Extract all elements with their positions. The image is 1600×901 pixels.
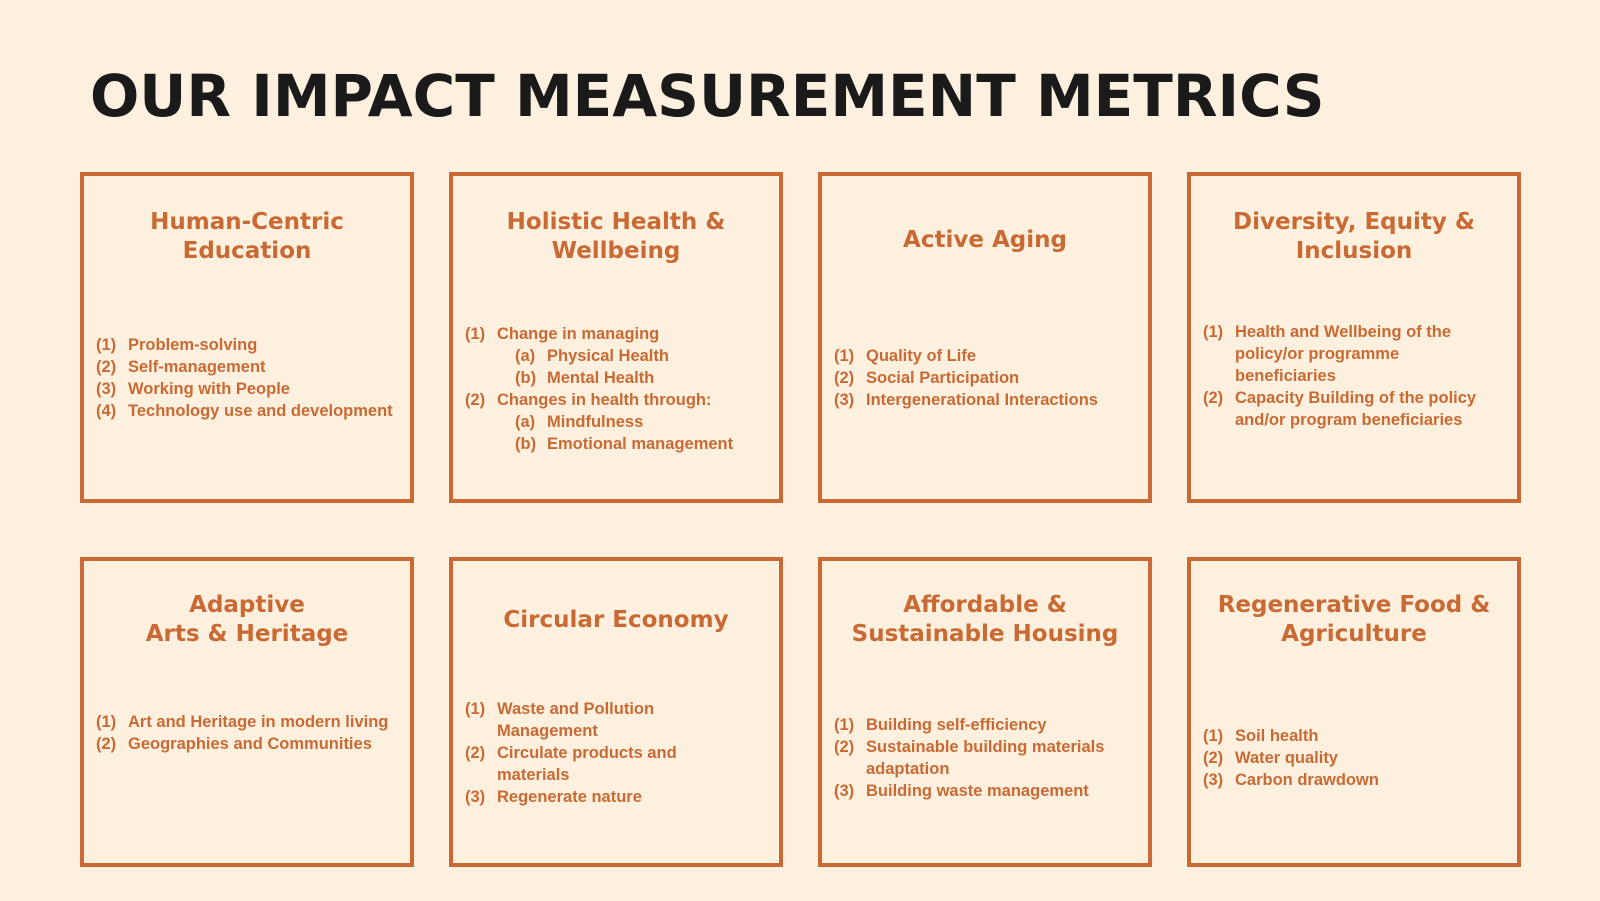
list-item <box>465 389 773 411</box>
card-title: Holistic Health & Wellbeing <box>506 209 726 264</box>
item-text: Emotional management <box>547 435 734 453</box>
list-item <box>1203 387 1487 431</box>
card-adaptive-arts-heritage <box>80 557 414 867</box>
item-text: Physical Health <box>547 347 669 365</box>
item-text: Waste and Pollution Management <box>497 700 655 740</box>
item-number: (1) <box>465 325 486 343</box>
list-item <box>834 345 1142 367</box>
list-item <box>465 698 719 742</box>
list-item <box>1203 725 1511 747</box>
list-item <box>96 711 404 733</box>
item-text: Quality of Life <box>866 347 977 365</box>
item-number: (1) <box>1203 323 1224 341</box>
metric-list <box>1203 725 1511 791</box>
item-text: Mental Health <box>547 369 655 387</box>
item-number: (1) <box>96 713 117 731</box>
list-item <box>96 356 404 378</box>
item-text: Circulate products and materials <box>497 744 677 784</box>
list-item <box>1203 321 1487 387</box>
item-number: (1) <box>834 716 855 734</box>
item-number: (2) <box>1203 749 1224 767</box>
card-title: Diversity, Equity & Inclusion <box>1233 209 1475 264</box>
item-text: Building self-efficiency <box>866 716 1047 734</box>
metric-list <box>834 714 1128 802</box>
list-item <box>834 714 1128 736</box>
item-number: (a) <box>515 347 536 365</box>
list-item <box>465 323 773 345</box>
card-title: Regenerative Food & Agriculture <box>1217 592 1491 647</box>
item-number: (3) <box>834 782 855 800</box>
item-number: (4) <box>96 402 117 420</box>
item-number: (2) <box>1203 389 1224 407</box>
item-text: Technology use and development <box>128 402 393 420</box>
list-item <box>96 400 404 422</box>
list-item <box>834 367 1142 389</box>
item-text: Art and Heritage in modern living <box>128 713 389 731</box>
card-title: Active Aging <box>903 227 1067 253</box>
item-text: Change in managing <box>497 325 660 343</box>
card-holistic-health-wellbeing <box>449 172 783 503</box>
item-number: (a) <box>515 413 536 431</box>
metric-list <box>465 698 719 808</box>
item-text: Soil health <box>1235 727 1319 745</box>
list-item <box>834 389 1142 411</box>
item-text: Water quality <box>1235 749 1338 767</box>
item-text: Sustainable building materials adaptation <box>866 738 1105 778</box>
list-item <box>96 733 404 755</box>
item-text: Social Participation <box>866 369 1020 387</box>
list-item <box>465 742 719 786</box>
item-text: Carbon drawdown <box>1235 771 1379 789</box>
item-number: (3) <box>465 788 486 806</box>
item-number: (3) <box>1203 771 1224 789</box>
item-text: Capacity Building of the policy and/or program beneficiaries <box>1235 389 1477 429</box>
card-affordable-sustainable-housing <box>818 557 1152 867</box>
item-number: (1) <box>465 700 486 718</box>
item-text: Changes in health through: <box>497 391 712 409</box>
list-item <box>96 378 404 400</box>
card-human-centric-education <box>80 172 414 503</box>
list-item <box>834 780 1128 802</box>
card-title: Human-Centric Education <box>150 209 344 264</box>
item-number: (2) <box>96 735 117 753</box>
sub-list-item <box>465 411 773 433</box>
item-text: Health and Wellbeing of the policy/or programme beneficiaries <box>1235 323 1452 385</box>
item-number: (2) <box>465 391 486 409</box>
sub-list-item <box>465 367 773 389</box>
card-title: Adaptive Arts & Heritage <box>145 592 349 647</box>
list-item <box>1203 769 1511 791</box>
card-title: Circular Economy <box>503 607 729 633</box>
metric-list <box>465 323 773 455</box>
metric-list <box>1203 321 1487 431</box>
item-number: (2) <box>834 369 855 387</box>
item-text: Mindfulness <box>547 413 644 431</box>
card-diversity-equity-inclusion <box>1187 172 1521 503</box>
metric-list <box>96 334 404 422</box>
item-number: (2) <box>96 358 117 376</box>
item-text: Working with People <box>128 380 290 398</box>
list-item <box>1203 747 1511 769</box>
card-active-aging <box>818 172 1152 503</box>
page-title: OUR IMPACT MEASUREMENT METRICS <box>90 62 1325 130</box>
card-regenerative-food-agriculture <box>1187 557 1521 867</box>
item-number: (b) <box>515 369 537 387</box>
item-text: Self-management <box>128 358 266 376</box>
item-text: Regenerate nature <box>497 788 642 806</box>
list-item <box>834 736 1128 780</box>
card-title: Affordable & Sustainable Housing <box>851 592 1119 647</box>
card-circular-economy <box>449 557 783 867</box>
item-text: Intergenerational Interactions <box>866 391 1098 409</box>
item-number: (1) <box>1203 727 1224 745</box>
item-text: Problem-solving <box>128 336 258 354</box>
item-number: (b) <box>515 435 537 453</box>
metric-list <box>96 711 404 755</box>
item-number: (3) <box>96 380 117 398</box>
item-number: (3) <box>834 391 855 409</box>
item-number: (1) <box>834 347 855 365</box>
item-text: Geographies and Communities <box>128 735 372 753</box>
sub-list-item <box>465 433 773 455</box>
item-number: (2) <box>834 738 855 756</box>
list-item <box>96 334 404 356</box>
sub-list-item <box>465 345 773 367</box>
item-number: (2) <box>465 744 486 762</box>
item-text: Building waste management <box>866 782 1089 800</box>
item-number: (1) <box>96 336 117 354</box>
metric-list <box>834 345 1142 411</box>
list-item <box>465 786 719 808</box>
